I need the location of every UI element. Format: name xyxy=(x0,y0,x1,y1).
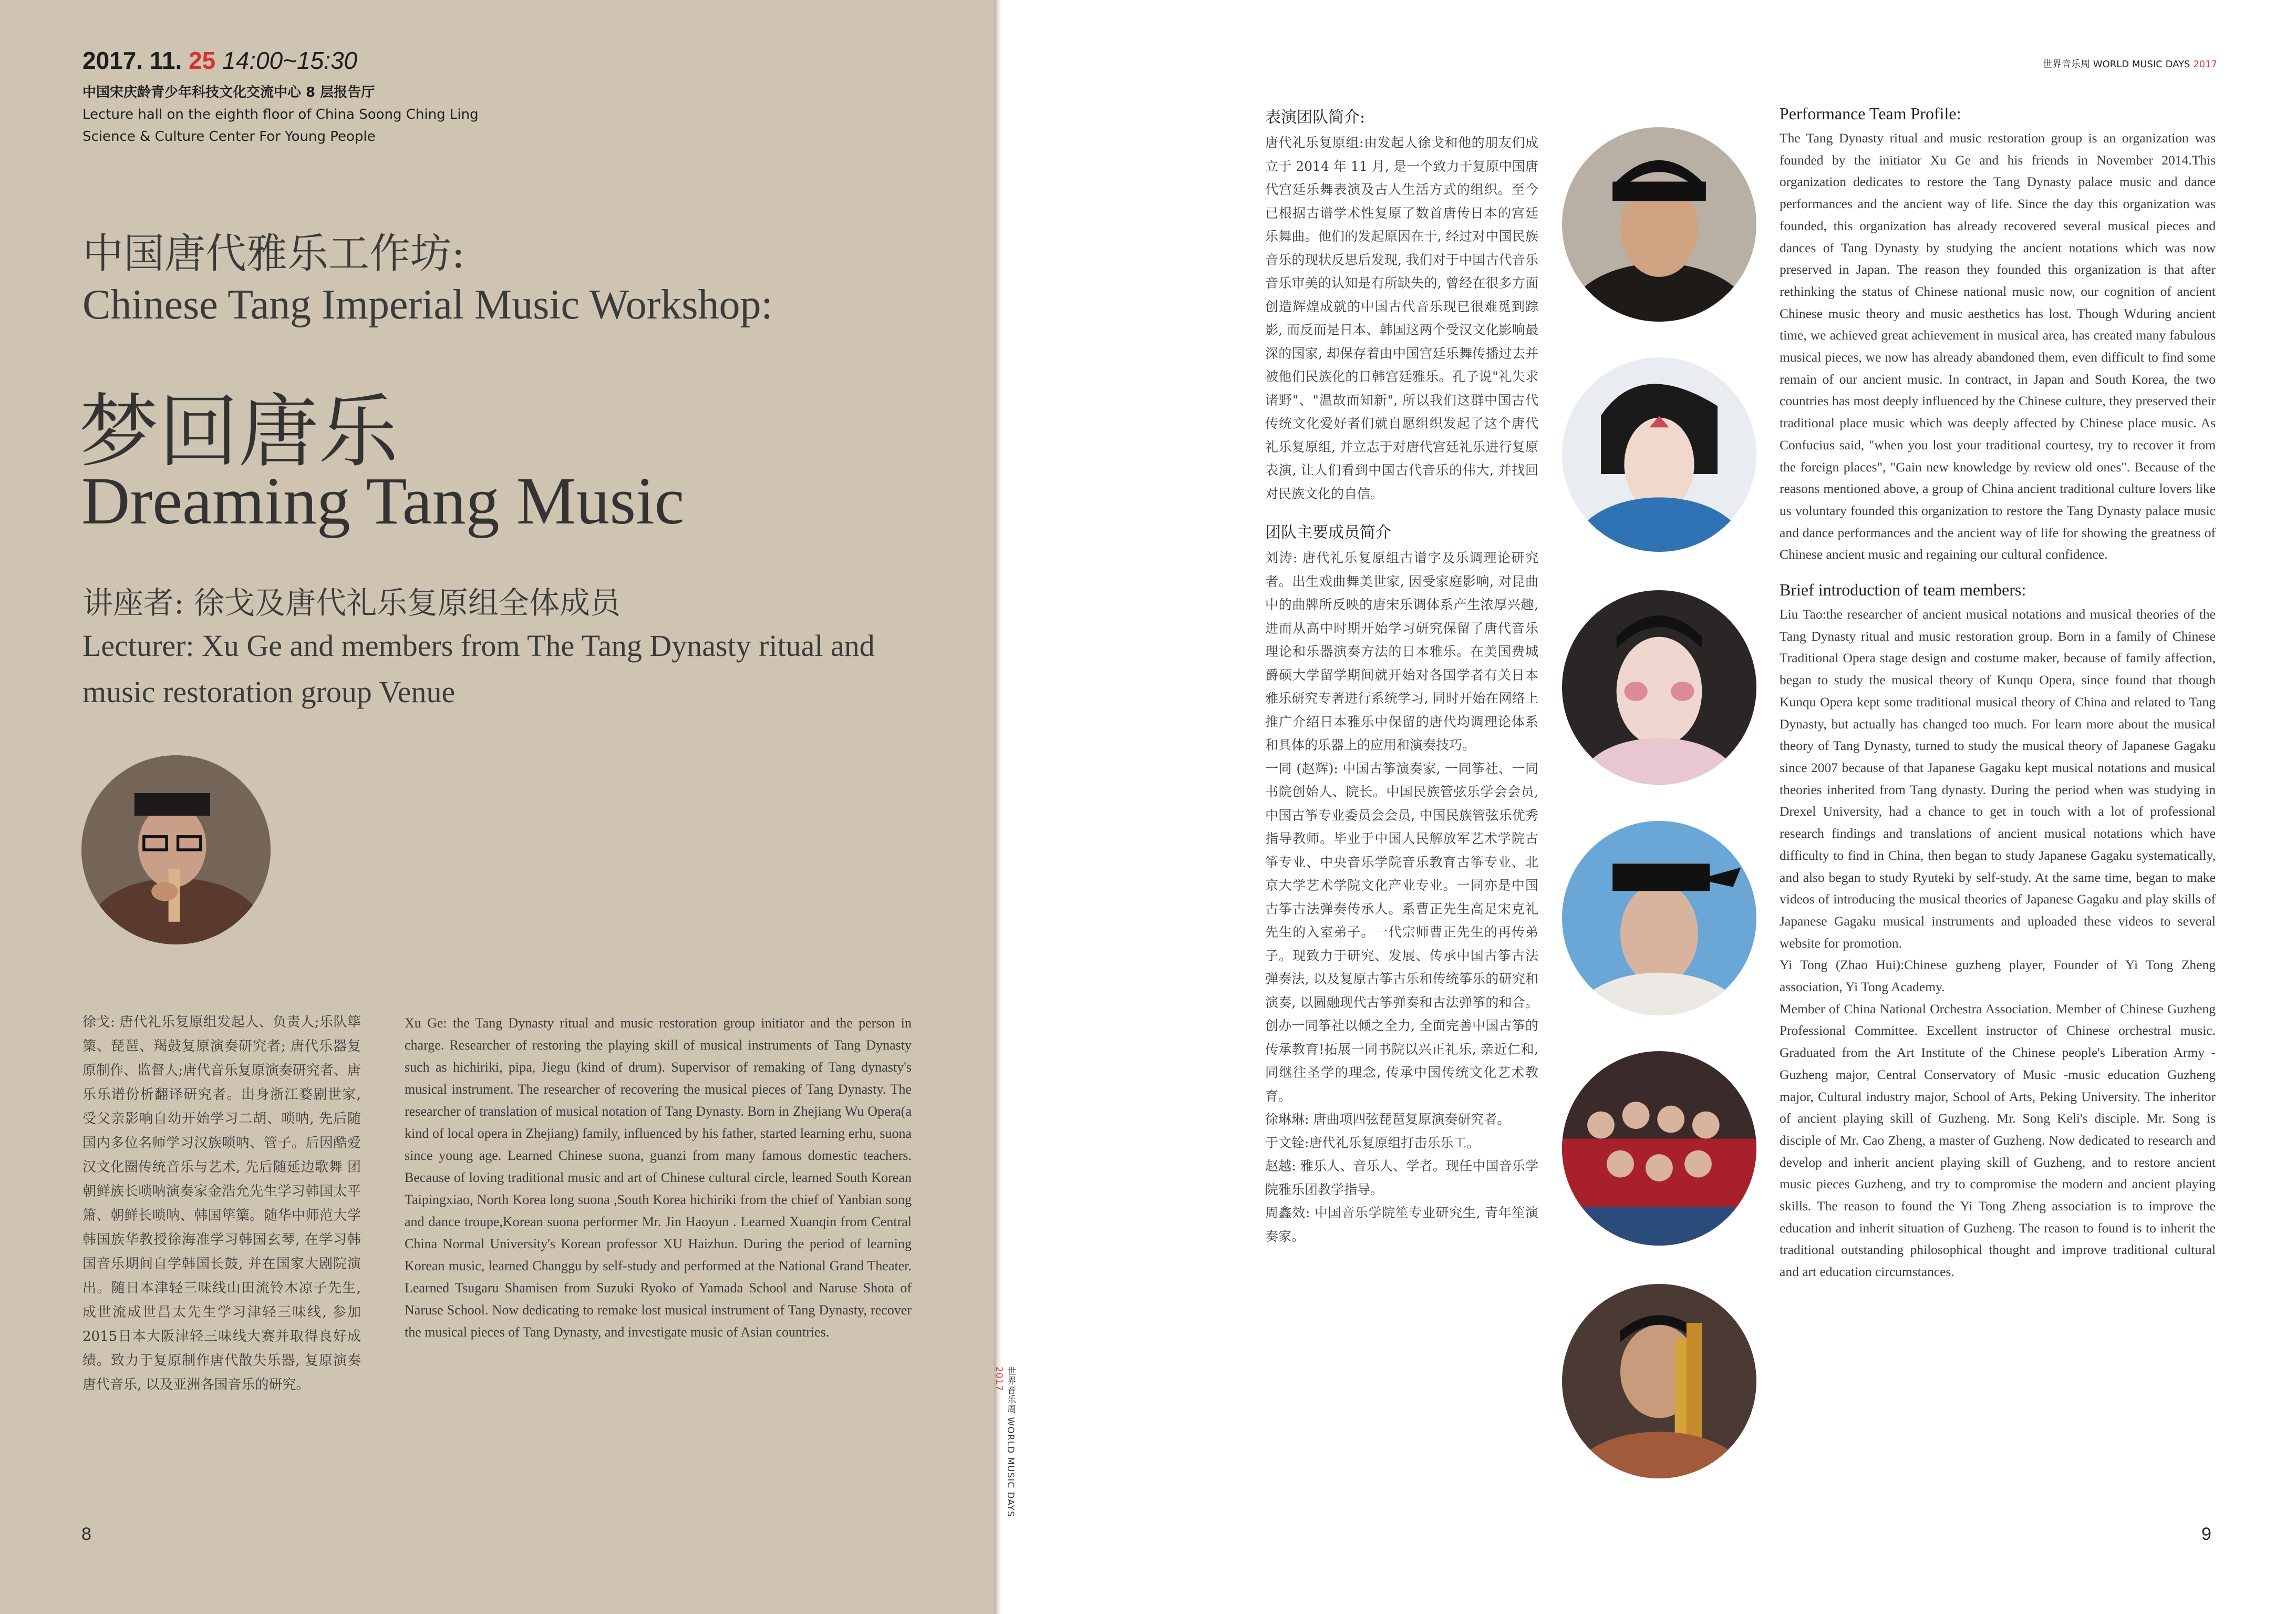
member-en: Liu Tao:the researcher of ancient musical notations and musical theories of the Tang Dynasty ritual and music restoration group. Born in a family of Chinese Traditional Opera stage design and costume maker, because of family affection, began to study the musical theory of Kunqu Opera, since found that though Kunqu Opera kept some traditional musical theory of China and related to Tang Dynasty, but actually has changed too much. For learn more about the musical theory of Tang Dynasty, turned to study the musical theory of Japanese Gagaku since 2007 because of that Japanese Gagaku kept musical notations and musical theories inherited from Tang dynasty. During the period when was studying in Drexel University, had a chance to get in touch with a lot of professional research findings and translations of ancient musical notations which have difficulty to find in China, then began to study Japanese Gagaku systematically, and also began to study Ryuteki by self-study. At the same time, began to make videos of introducing the musical theories of Japanese Gagaku and play skills of Japanese Gagaku musical instruments and uploaded these videos to several website for promotion. xyxy=(1780,606,2216,951)
member-en: Yi Tong (Zhao Hui):Chinese guzheng player, Founder of Yi Tong Zheng association, Yi Tong Academy. xyxy=(1780,957,2216,995)
spine-brand-year: 2017 xyxy=(994,1366,1004,1392)
workshop-title-en: Chinese Tang Imperial Music Workshop: xyxy=(82,282,773,328)
member-cn: 于文铨:唐代礼乐复原组打击乐乐工。 xyxy=(1265,1135,1480,1150)
team-column-en xyxy=(1780,100,2216,1283)
member-cn: 徐琳琳: 唐曲项四弦琵琶复原演奏研究者。 xyxy=(1265,1112,1511,1127)
lecturer-cn: 讲座者: 徐戈及唐代礼乐复原组全体成员 xyxy=(82,585,620,621)
lecturer-en: Lecturer: Xu Ge and members from The Tang Dynasty ritual and music restoration group Venue xyxy=(82,629,875,709)
event-venue xyxy=(82,81,555,148)
team-intro-cn: 唐代礼乐复原组:由发起人徐戈和他的朋友们成立于 2014 年 11 月, 是一个致力于复原中国唐代宫廷乐舞表演及古人生活方式的组织。至今已根据古谱学术性复原了数首唐传日本的宫廷乐舞曲。他们的发起原因在于, 经过对中国民族音乐的现状反思后发现, 我们对于中国古代音乐音乐审美的认知是有所缺失的, 曾经在很多方面创造辉煌成就的中国古代音乐现已很难觅到踪影, 而反而是日本、韩国这两个受汉文化影响最深的国家, 却保存着由中国宫廷乐舞传播过去并被他们民族化的日韩宫廷雅乐。孔子说"礼失求诸野"、"温故而知新", 所以我们这群中国古代传统文化爱好者们就自愿组织发起了这个唐代礼乐复原组, 并立志于对唐代宫廷礼乐进行复原表演, 让人们看到中国古代音乐的伟大, 并找回对民族文化的自信。 xyxy=(1265,135,1538,501)
venue-en-line-1: Lecture hall on the eighth floor of China Soong Ching Ling xyxy=(82,107,479,122)
bio-cn: 徐戈: 唐代礼乐复原组发起人、负责人;乐队筚篥、琵琶、羯鼓复原演奏研究者; 唐代乐器复原制作、监督人;唐代音乐复原演奏研究者、唐乐乐谱份析翻译研究者。出身浙江婺剧世家, 受父亲影响自幼开始学习二胡、唢呐, 先后随国内多位名师学习汉族唢呐、管子。后因酷爱汉文化圈传统音乐与艺术, 先后随延边歌舞 团朝鲜族长唢呐演奏家金浩允先生学习韩国太平箫、朝鲜长唢呐、韩国筚篥。随华中师范大学韩国族华教授徐海准学习韩国玄琴, 在学习韩国音乐期间自学韩国长鼓, 并在国家大剧院演出。随日本津轻三味线山田流铃木凉子先生, 成世流成世昌太先生学习津轻三味线, 参加 2015日本大阪津轻三味线大赛并取得良好成绩。致力于复原制作唐代散失乐器, 复原演奏唐代音乐, 以及亚洲各国音乐的研究。 xyxy=(82,1014,361,1393)
venue-cn: 中国宋庆龄青少年科技文化交流中心 8 层报告厅 xyxy=(82,85,375,100)
members-heading-cn: 团队主要成员简介 xyxy=(1265,523,1391,542)
event-date-day: 25 xyxy=(189,47,216,74)
header-brand xyxy=(2043,57,2217,70)
member-cn: 一同 (赵辉): 中国古筝演奏家, 一同筝社、一同书院创始人、院长。中国民族管弦乐学会会员, 中国古筝专业委员会会员, 中国民族管弦乐优秀指导教师。毕业于中国人民解放军艺术学院古筝专业、中央音乐学院音乐教育古筝专业、北京大学艺术学院文化产业专业。一同亦是中国古筝古法弹奏传承人。系曹正先生高足宋克礼先生的入室弟子。一代宗师曹正先生的再传弟子。现致力于研究、发展、传承中国古筝古法弹奏法, 以及复原古筝古乐和传统筝乐的研究和演奏, 以圆融现代古筝弹奏和古法弹筝的和合。创办一同筝社以倾之全力, 全面完善中国古筝的传承教育!拓展一同书院以兴正礼乐, 亲近仁和, 同继往圣学的理念, 传承中国传统文化艺术教育。 xyxy=(1265,760,1538,1104)
team-column-cn xyxy=(1265,104,1538,1248)
portrait-xu-ge xyxy=(81,755,271,944)
page-number-right: 9 xyxy=(2201,1524,2211,1544)
venue-en-line-2: Science & Culture Center For Young People xyxy=(82,129,376,145)
spine-brand xyxy=(994,1366,1017,1524)
workshop-title-cn: 中国唐代雅乐工作坊: xyxy=(82,230,466,277)
portrait-member-6 xyxy=(1562,1284,1756,1478)
page-number-left: 8 xyxy=(81,1524,91,1544)
member-cn: 周鑫效: 中国音乐学院笙专业研究生, 青年笙演奏家。 xyxy=(1265,1205,1538,1244)
team-intro-en: The Tang Dynasty ritual and music restoration group is an organization was founded by the initiator Xu Ge and his friends in November 2014.This organization dedicates to restore the Tang Dynasty palace music and dance performances and the ancient way of life. Since the day this organization was founded, this organization has already recovered several musical pieces and dances of Tang Dynasty by studying the ancient notations which was now preserved in Japan. The reason they founded this organization is that after rethinking the status of Chinese national music now, our cognition of ancient Chinese music theory and music aesthetics has lost. Though Wduring ancient time, we achieved great achievement in musical area, has created many fabulous musical pieces, we now has already abandoned them, even difficult to find some remain of our ancient music. In contract, in Japan and South Korea, the two countries has most deeply influenced by the Chinese culture, they preserved their traditional place music which was deeply affected by Chinese place music. As Confucius said, "when you lost your traditional courtesy, try to recover it from the foreign places", "Gain new knowledge by review old ones". Because of the reasons mentioned above, a group of China ancient traditional culture lovers like us voluntary founded this organization to restore the Tang Dynasty palace music and dance performances and the ancient way of life for showing the greatness of Chinese ancient music and regaining our cultural confidence. xyxy=(1780,130,2216,562)
event-date-month: 2017. 11. xyxy=(82,47,182,74)
member-cn: 刘涛: 唐代礼乐复原组古谱字及乐调理论研究者。出生戏曲舞美世家, 因受家庭影响, 对昆曲中的曲牌所反映的唐宋乐调体系产生浓厚兴趣, 进而从高中时期开始学习研究保留了唐代音乐理论和乐器演奏方法的日本雅乐。在美国费城爵硕大学留学期间就开始对各国学者有关日本雅乐研究专著进行系统学习, 同时开始在网络上推广介绍日本雅乐中保留的唐代均调理论体系和具体的乐器上的应用和演奏技巧。 xyxy=(1265,550,1538,753)
member-cn: 赵越: 雅乐人、音乐人、学者。现任中国音乐学院雅乐团教学指导。 xyxy=(1265,1158,1538,1197)
spine-brand-text: 世界音乐周 WORLD MUSIC DAYS xyxy=(1005,1366,1016,1517)
portrait-member-3 xyxy=(1562,590,1756,785)
member-en: Member of China National Orchestra Association. Member of Chinese Guzheng Professional Committee. Excellent instructor of Chinese orchestral music. Graduated from the Art Institute of the Chinese people's Liberation Army - Guzheng major, Central Conservatory of Music -music education Guzheng major, Cultural industry major, School of Arts, Peking University. The inheritor of ancient playing skill of Guzheng. Mr. Song Keli's disciple. Mr. Song is disciple of Mr. Cao Zheng, a master of Guzheng. Now dedicated to research and develop and inherit ancient playing skill of Guzheng, and to restore ancient music pieces Guzheng, and try to compromise the modern and ancient playing skills. The reason to found the Yi Tong Zheng association is to improve the education and inherit situation of Guzheng. The reason to found is to inherit the traditional outstanding philosophical thought and improve traditional cultural and art education circumstances. xyxy=(1780,1001,2216,1280)
members-heading-en: Brief introduction of team members: xyxy=(1780,580,2026,600)
headline-cn: 梦回唐乐 xyxy=(79,385,398,478)
portrait-member-1 xyxy=(1562,127,1756,322)
bio-en: Xu Ge: the Tang Dynasty ritual and music restoration group initiator and the person in charge. Researcher of restoring the playing skill of musical instruments of Tang Dynasty such as hichiriki, pipa, Jiegu (kind of drum). Supervisor of remaking of Tang dynasty's musical instrument. The researcher of recovering the musical pieces of Tang Dynasty. The researcher of translation of musical notation of Tang Dynasty. Born in Zhejiang Wu Opera(a kind of local opera in Zhejiang) family, influenced by his father, started learning erhu, suona since young age. Learned Chinese suona, guanzi from many famous domestic teachers. Because of loving traditional music and art of Chinese cultural circle, learned South Korean Taipingxiao, North Korea long suona ,South Korea hichiriki from the chief of Yanbian song and dance troupe,Korean suona performer Mr. Jin Haoyun . Learned Xuanqin from Central China Normal University's Korean professor XU Haizhun. During the period of learning Korean music, learned Changgu by self-study and performed at the National Grand Theater. Learned Tsugaru Shamisen from Suzuki Ryoko of Yamada School and Naruse Shota of Naruse School. Now dedicating to remake lost musical instrument of Tang Dynasty, recover the musical pieces of Tang Dynasty, and investigate music of Asian countries. xyxy=(405,1015,912,1340)
headline-en: Dreaming Tang Music xyxy=(81,464,685,538)
portrait-member-5-group xyxy=(1562,1051,1756,1246)
event-date xyxy=(82,46,357,75)
event-time: 14:00~15:30 xyxy=(222,47,358,74)
portrait-member-2 xyxy=(1562,357,1756,552)
header-brand-year: 2017 xyxy=(2193,59,2217,70)
portrait-member-4 xyxy=(1562,821,1756,1015)
team-heading-cn: 表演团队简介: xyxy=(1265,108,1366,127)
header-brand-text: 世界音乐周 WORLD MUSIC DAYS xyxy=(2043,59,2190,70)
team-heading-en: Performance Team Profile: xyxy=(1780,104,1961,123)
